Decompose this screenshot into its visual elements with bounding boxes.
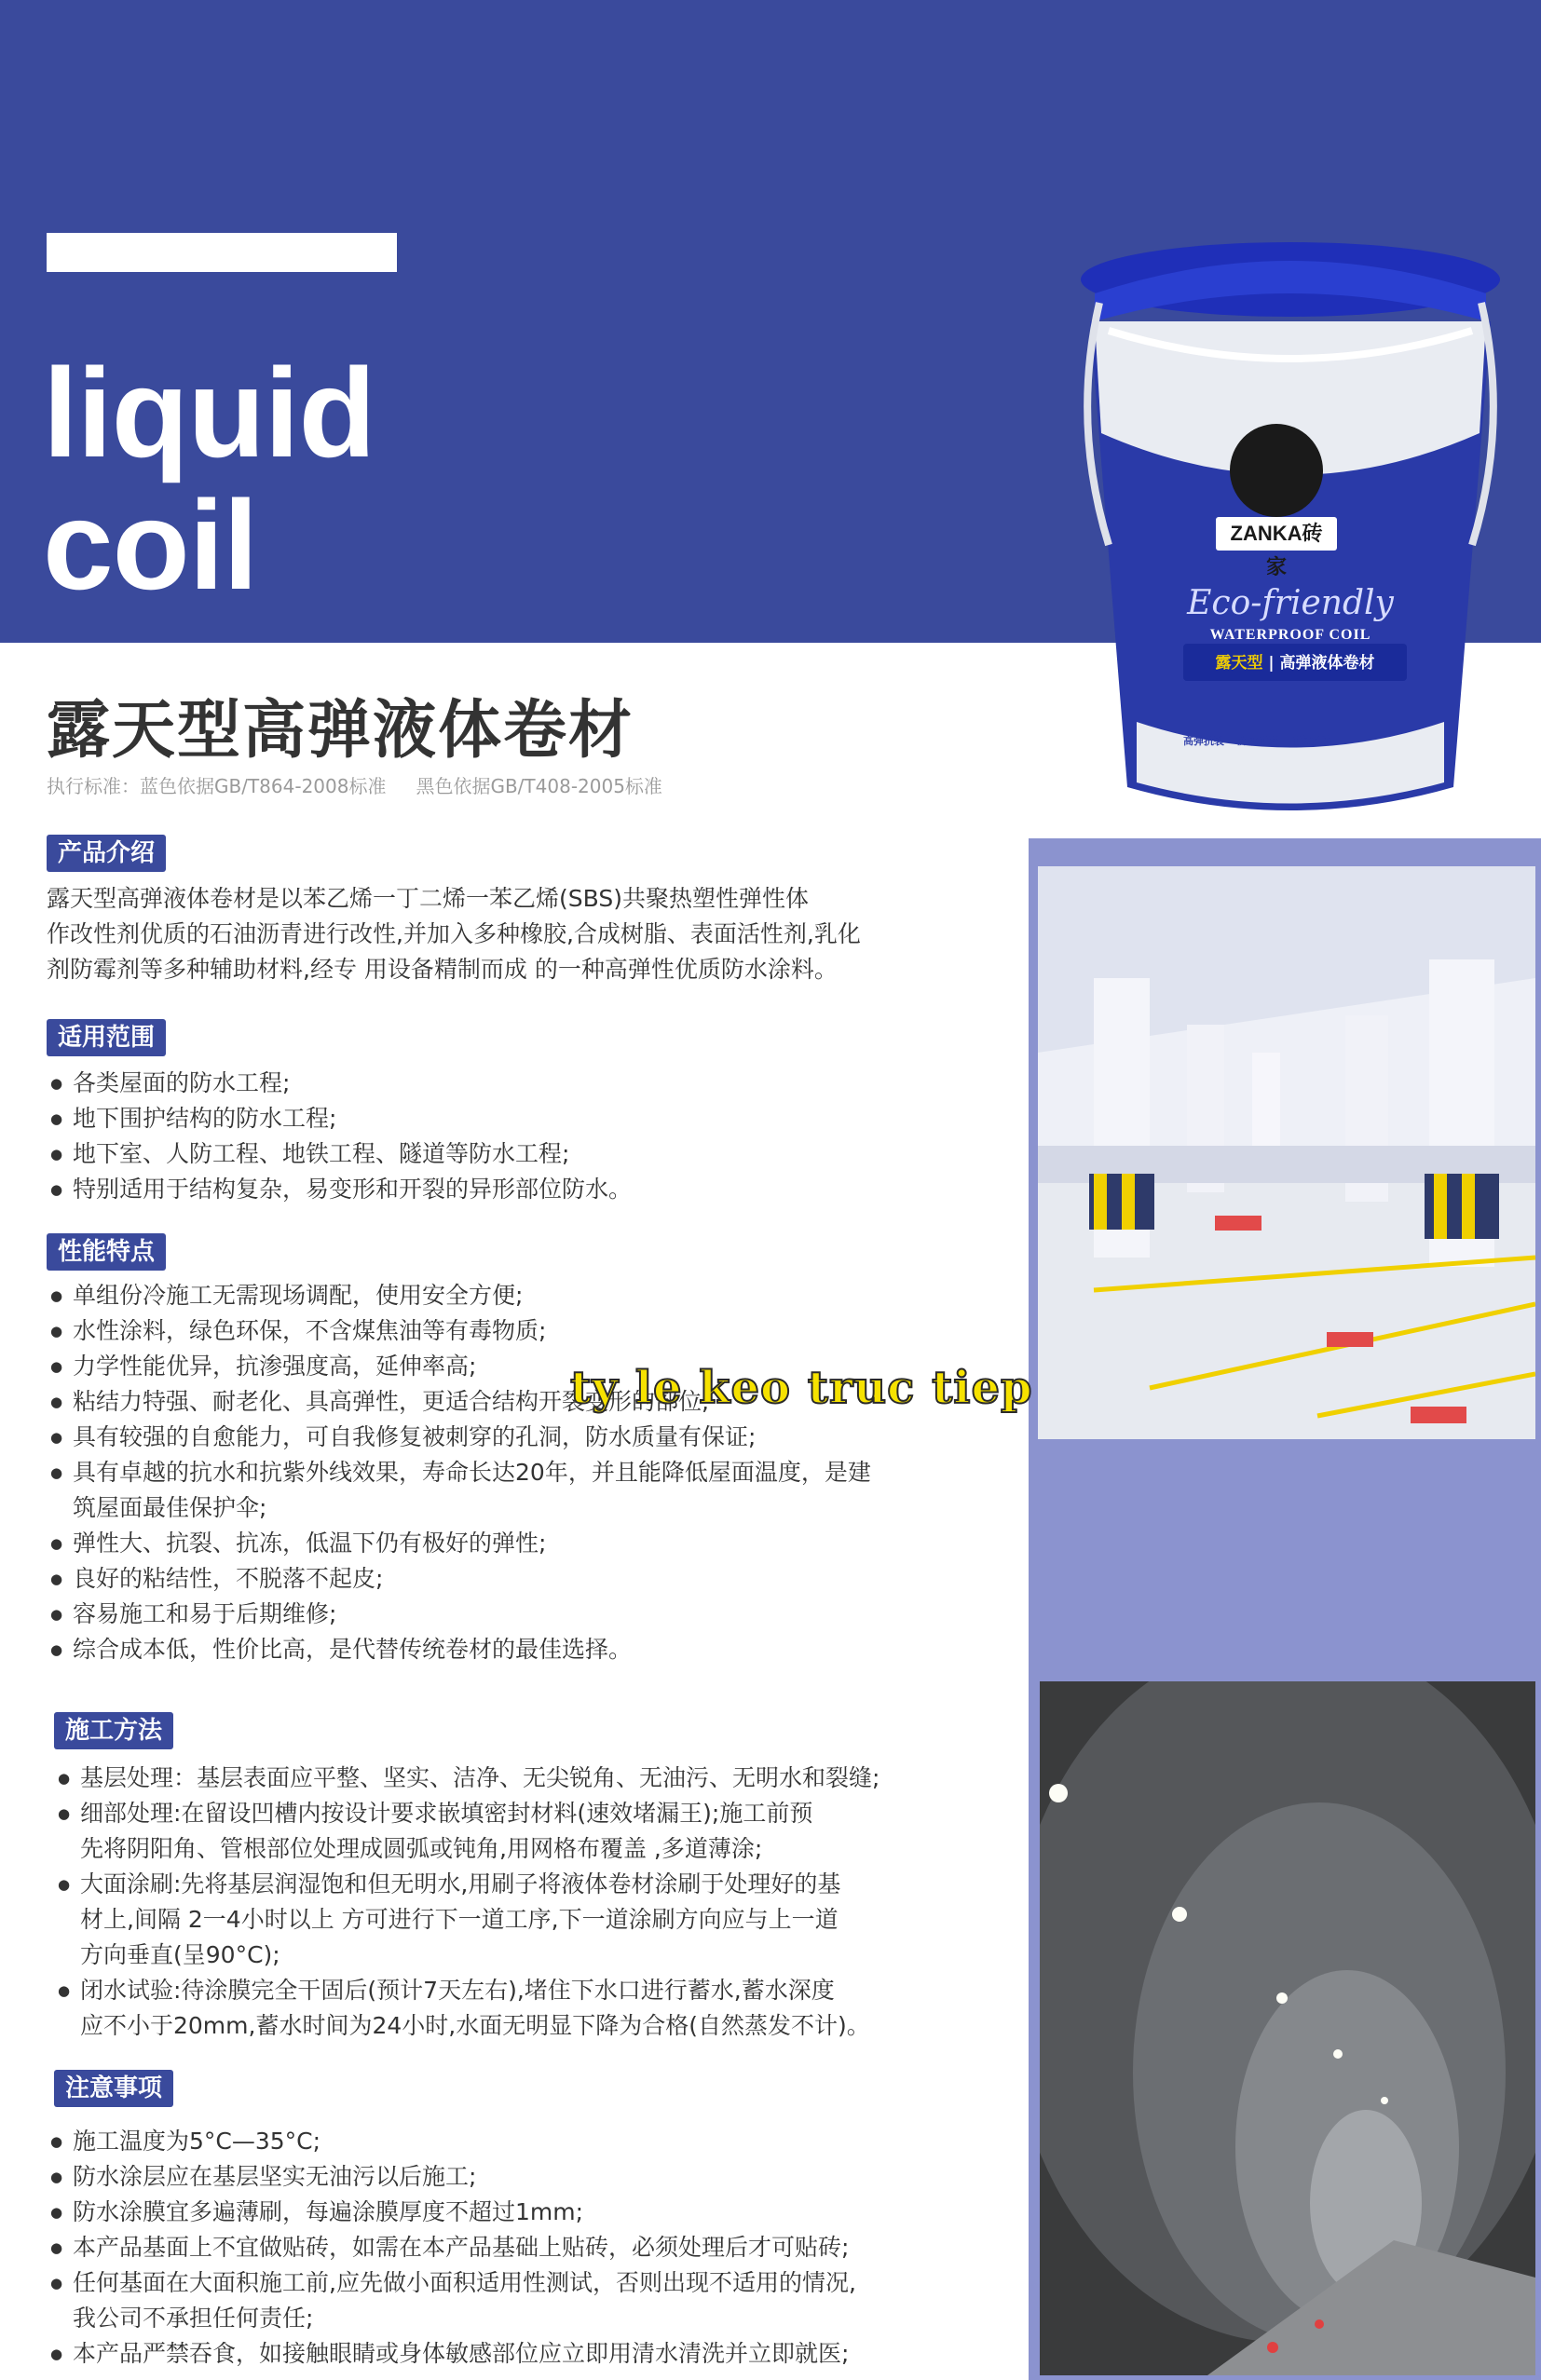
feature-item: ● 力学性能优异，抗渗强度高，延伸率高; [73,1349,476,1384]
standards-line [47,771,662,798]
section-label-notes: 注意事项 [54,2070,173,2107]
feature-item: ● 容易施工和易于后期维修; [73,1597,336,1632]
method-line-continued: 方向垂直(呈90°C); [80,1941,280,1968]
method-line: ● 大面涂刷:先将基层润湿饱和但无明水,用刷子将液体卷材涂刷于处理好的基 [80,1867,840,1902]
section-label-method: 施工方法 [54,1712,173,1749]
method-line: ● 闭水试验:待涂膜完全干固后(预计7天左右),堵住下水口进行蓄水,蓄水深度 [80,1973,835,2008]
feature-item: ● 弹性大、抗裂、抗冻，低温下仍有极好的弹性; [73,1526,546,1561]
scope-item: ● 各类屋面的防水工程; [73,1066,290,1101]
section-label-features: 性能特点 [47,1233,166,1271]
parking-garage-photo [1038,866,1535,1439]
scope-item: ● 地下围护结构的防水工程; [73,1101,336,1136]
standard-black: 黑色依据GB/T408-2005标准 [416,775,662,797]
bucket-tagline: Eco-friendly [1187,584,1394,622]
feature-item: ● 良好的粘结性，不脱落不起皮; [73,1561,383,1597]
tunnel-photo [1040,1681,1535,2375]
method-line-continued: 应不小于20mm,蓄水时间为24小时,水面无明显下降为合格(自然蒸发不计)。 [80,2012,870,2039]
feature-item: ● 水性涂料，绿色环保，不含煤焦油等有毒物质; [73,1313,546,1349]
product-title: 露天型高弹液体卷材 [47,694,634,768]
feature-item: ● 综合成本低，性价比高，是代替传统卷材的最佳选择。 [73,1632,632,1667]
bucket-badge: 耐热抗冻 [1291,735,1332,747]
notes-line: ● 任何基面在大面积施工前,应先做小面积适用性测试，否则出现不适用的情况, [73,2265,856,2301]
bucket-badge: 高弹抗裂 [1183,735,1224,747]
notes-line: ● 本产品基面上不宜做贴砖，如需在本产品基础上贴砖，必须处理后才可贴砖; [73,2230,849,2265]
bucket-name-left: 露天型 [1215,654,1263,673]
section-label-scope: 适用范围 [47,1019,166,1056]
method-line: ● 细部处理:在留设凹槽内按设计要求嵌填密封材料(速效堵漏王);施工前预 [80,1796,812,1831]
feature-item: ● 单组份冷施工无需现场调配，使用安全方便; [73,1278,523,1313]
intro-line: 剂防霉剂等多种辅助材料,经专 用设备精制而成 的一种高弹性优质防水涂料。 [47,956,838,983]
notes-line: ● 本产品严禁吞食，如接触眼睛或身体敏感部位应立即用清水清洗并立即就医; [73,2336,849,2372]
notes-line: ● 防水涂层应在基层坚实无油污以后施工; [73,2159,476,2195]
section-label-intro: 产品介绍 [47,835,166,872]
feature-item: ● 粘结力特强、耐老化、具高弹性，更适合结构开裂变形的部位; [73,1384,709,1420]
scope-item: ● 地下室、人防工程、地铁工程、隧道等防水工程; [73,1136,569,1172]
bucket-badges [1183,733,1425,748]
method-line-continued: 材上,间隔 2一4小时以上 方可进行下一道工序,下一道涂刷方向应与上一道 [80,1906,839,1933]
hero-title-line-1: liquid [43,342,375,483]
intro-line: 露天型高弹液体卷材是以苯乙烯一丁二烯一苯乙烯(SBS)共聚热塑性弹性体 [47,885,809,912]
bucket-brand: ZANKA砖家 [1230,522,1323,578]
notes-line: ● 防水涂膜宜多遍薄刷，每遍涂膜厚度不超过1mm; [73,2195,583,2230]
bucket-product-name: 露天型 | 高弹液体卷材 [1215,654,1375,673]
notes-line-continued: 我公司不承担任何责任; [73,2305,314,2332]
feature-item: ● 具有较强的自愈能力，可自我修复被刺穿的孔洞，防水质量有保证; [73,1420,756,1455]
bucket-badge: 防水耐磨 [1237,735,1278,747]
intro-line: 作改性剂优质的石油沥青进行改性,并加入多种橡胶,合成树脂、表面活性剂,乳化 [47,920,861,947]
standard-blue: 执行标准：蓝色依据GB/T864-2008标准 [47,775,387,797]
hero-title [43,342,375,616]
notes-line: ● 施工温度为5°C—35°C; [73,2124,320,2159]
hero-accent-bar [47,233,397,272]
method-line: ● 基层处理：基层表面应平整、坚实、洁净、无尖锐角、无油污、无明水和裂缝; [80,1761,880,1796]
feature-item: ● 具有卓越的抗水和抗紫外线效果，寿命长达20年，并且能降低屋面温度，是建 [73,1455,871,1490]
feature-item-continued: 筑屋面最佳保护伞; [73,1494,267,1521]
watermark-text: ty le keo truc tiep [570,1362,1033,1414]
scope-item: ● 特别适用于结构复杂，易变形和开裂的异形部位防水。 [73,1172,632,1207]
method-line-continued: 先将阴阳角、管根部位处理成圆弧或钝角,用网格布覆盖 ,多道薄涂; [80,1835,763,1862]
right-photo-panel [1029,838,1541,2380]
bucket-subtitle: WATERPROOF COIL [1209,627,1371,643]
bucket-name-right: 高弹液体卷材 [1279,654,1375,673]
product-bucket-image [1043,238,1537,824]
hero-title-line-2: coil [43,474,258,616]
